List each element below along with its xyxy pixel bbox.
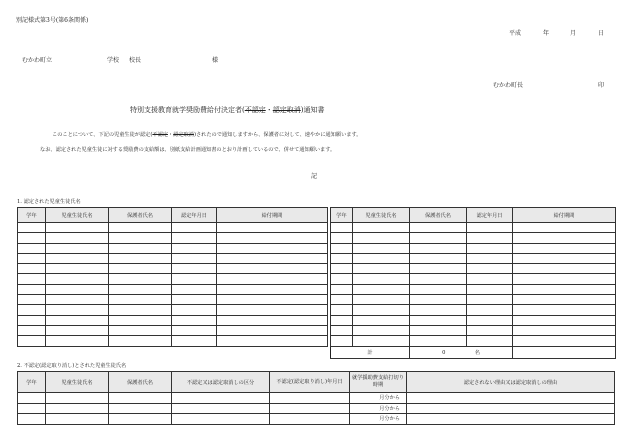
table-cell: [46, 403, 109, 414]
table-cell: [46, 305, 109, 315]
header-benefit-period: 給付期間: [513, 208, 616, 223]
table-cell: [353, 223, 410, 233]
body-line-2: なお、認定された児童生徒に対する奨励費の支給額は、別紙支給計画通知書のとおり計画しているので、併せて通知願います。: [40, 147, 336, 153]
table-cell: [467, 284, 513, 294]
table-cell: [353, 253, 410, 263]
table-cell: [410, 233, 467, 243]
table-row: [331, 315, 616, 325]
table-cell: [217, 264, 328, 274]
title-struck-1: 不認定: [244, 106, 266, 114]
table-cell: [18, 295, 46, 305]
addressee-school: 学校: [107, 57, 120, 64]
table-cell: [513, 336, 616, 346]
table-cell: [217, 284, 328, 294]
table-cell: [410, 243, 467, 253]
section-1-table-right: [330, 207, 616, 359]
table-cell: [353, 315, 410, 325]
table-cell: [109, 393, 172, 404]
body-line-1-b: )されたので通知しますから、保護者に対して、速やかに通知願います。: [193, 132, 362, 138]
header-approval-date: 認定年月日: [467, 208, 513, 223]
table-cell: [513, 284, 616, 294]
title-after: )通知書: [300, 106, 325, 114]
table-cell: [18, 393, 46, 404]
table-row: [18, 253, 328, 263]
table-cell: [172, 243, 217, 253]
table-cell: [513, 295, 616, 305]
table-row: [331, 305, 616, 315]
table-cell: [46, 243, 109, 253]
table-cell: [46, 253, 109, 263]
table-row: [331, 264, 616, 274]
date-era: 平成: [509, 30, 522, 37]
table-cell: [109, 315, 172, 325]
date-day: 日: [598, 30, 605, 37]
table-cell: [172, 233, 217, 243]
addressee-honorific: 様: [212, 57, 219, 64]
table-row: [18, 284, 328, 294]
section-1-table-left: [17, 207, 328, 347]
table-cell: [109, 274, 172, 284]
table-cell: [109, 295, 172, 305]
header-guardian-name: 保護者氏名: [109, 208, 172, 223]
table-cell: [18, 414, 46, 425]
table-cell: [18, 264, 46, 274]
table-cell: [410, 274, 467, 284]
table-row: [18, 295, 328, 305]
table-cell: [217, 253, 328, 263]
table-cell: [172, 325, 217, 335]
table-cell: [172, 264, 217, 274]
table-cell: [467, 295, 513, 305]
table-cell: [46, 414, 109, 425]
addressee-town: むかわ町立: [22, 57, 53, 64]
section-1-heading: 1. 認定された児童生徒氏名: [17, 199, 81, 205]
table-cell: [46, 315, 109, 325]
table-cell: [109, 253, 172, 263]
table-cell: [172, 414, 270, 425]
table-cell: [331, 295, 353, 305]
table-cell: [410, 325, 467, 335]
table-cell: [513, 305, 616, 315]
table-cell: [46, 264, 109, 274]
table-cell: [109, 223, 172, 233]
table-cell: [172, 284, 217, 294]
table-row: [18, 264, 328, 274]
table-cell: [109, 305, 172, 315]
table-row: [331, 253, 616, 263]
table-row: [331, 336, 616, 346]
addressee-principal: 校長: [129, 57, 142, 64]
body-line-1-a: このことについて、下記の児童生徒が認定(: [52, 132, 153, 138]
table-cell: [331, 315, 353, 325]
sender-seal: 印: [598, 82, 605, 89]
header-guardian-name: 保護者氏名: [109, 372, 172, 393]
document-title: [130, 105, 324, 115]
table-cell: [46, 325, 109, 335]
header-approval-date: 認定年月日: [172, 208, 217, 223]
table-row: [331, 325, 616, 335]
table-cell: [331, 274, 353, 284]
table-row: [18, 315, 328, 325]
body-line-1-dot: ・: [167, 132, 174, 138]
table-cell: [46, 295, 109, 305]
table-row: [331, 274, 616, 284]
table-cell: [18, 403, 46, 414]
table-cell: [331, 243, 353, 253]
table-cell: [217, 295, 328, 305]
header-student-name: 児童生徒氏名: [46, 208, 109, 223]
table-cell: [18, 325, 46, 335]
date-year: 年: [543, 30, 550, 37]
table-cell: [18, 305, 46, 315]
table-cell: [353, 274, 410, 284]
table-cell: [270, 414, 350, 425]
table-cell: [467, 243, 513, 253]
table-row: [18, 223, 328, 233]
body-line-1-struck-1: 不認定: [152, 132, 168, 138]
table-cell: [467, 233, 513, 243]
table-cell: [407, 403, 615, 414]
table-cell: [353, 295, 410, 305]
table-cell: [353, 325, 410, 335]
table-cell: [217, 325, 328, 335]
table-cell: [353, 233, 410, 243]
table-cell: [217, 233, 328, 243]
table-cell: [109, 284, 172, 294]
table-cell: [217, 274, 328, 284]
table-row: [331, 295, 616, 305]
title-before: 特別支援教育就学奨励費給付決定者(: [130, 106, 245, 114]
table-cell: [331, 253, 353, 263]
table-row: [18, 243, 328, 253]
table-cell: [331, 284, 353, 294]
table-cell: [172, 274, 217, 284]
header-grade: 学年: [18, 208, 46, 223]
table-cell: [109, 264, 172, 274]
header-benefit-period: 給付期間: [217, 208, 328, 223]
table-cell: [467, 305, 513, 315]
table-cell: [513, 274, 616, 284]
body-line-1-struck-2: 認定取消: [173, 132, 194, 138]
table-cell: [109, 414, 172, 425]
header-student-name: 児童生徒氏名: [353, 208, 410, 223]
table-cell: [109, 233, 172, 243]
table-cell: [353, 243, 410, 253]
table-cell: [513, 315, 616, 325]
total-blank: [513, 346, 616, 358]
table-cell: [407, 414, 615, 425]
header-student-name: 児童生徒氏名: [46, 372, 109, 393]
form-id: 別記様式第3号(第6条関係): [16, 17, 89, 24]
table-cell: [467, 315, 513, 325]
total-unit: 名: [474, 349, 480, 356]
table-cell: [410, 336, 467, 346]
header-termination-timing: 就学援助費支給打切り時期: [350, 372, 407, 393]
table-cell: [109, 403, 172, 414]
table-cell: [46, 223, 109, 233]
table-cell: [513, 325, 616, 335]
table-cell: [172, 253, 217, 263]
table-cell: [331, 325, 353, 335]
table-cell: [353, 284, 410, 294]
total-row: [331, 346, 616, 358]
month-from-cell: 月分から: [350, 393, 407, 404]
table-row: [331, 243, 616, 253]
total-label: 計: [331, 346, 410, 358]
table-cell: [513, 264, 616, 274]
table-cell: [513, 233, 616, 243]
section-2-table: [17, 371, 615, 425]
header-revocation-date: 不認定(認定取り消し)年月日: [270, 372, 350, 393]
header-grade: 学年: [18, 372, 46, 393]
table-cell: [410, 253, 467, 263]
table-cell: [18, 315, 46, 325]
table-cell: [217, 315, 328, 325]
table-cell: [331, 264, 353, 274]
header-classification: 不認定又は認定取消しの区分: [172, 372, 270, 393]
table-cell: [410, 264, 467, 274]
table-cell: [46, 336, 109, 346]
table-cell: [270, 393, 350, 404]
table-cell: [46, 274, 109, 284]
month-from-cell: 月分から: [350, 414, 407, 425]
table-cell: [410, 295, 467, 305]
table-cell: [217, 223, 328, 233]
table-cell: [46, 233, 109, 243]
table-row: [331, 233, 616, 243]
table-cell: [172, 336, 217, 346]
table-cell: [18, 336, 46, 346]
table-cell: [46, 284, 109, 294]
section-2-heading: 2. 不認定(認定取り消し)とされた児童生徒氏名: [17, 363, 127, 369]
table-cell: [172, 393, 270, 404]
table-cell: [467, 336, 513, 346]
table-row: [18, 336, 328, 346]
table-cell: [407, 393, 615, 404]
title-dot: ・: [265, 106, 273, 114]
table-row: [18, 233, 328, 243]
table-cell: [331, 305, 353, 315]
table-cell: [467, 274, 513, 284]
table-row: [18, 403, 615, 414]
table-cell: [410, 305, 467, 315]
total-count: 0: [442, 349, 446, 356]
table-cell: [467, 223, 513, 233]
header-reason: 認定されない理由又は認定取消しの理由: [407, 372, 615, 393]
table-cell: [270, 403, 350, 414]
table-cell: [109, 243, 172, 253]
table-cell: [410, 223, 467, 233]
table-cell: [513, 243, 616, 253]
table-row: [18, 414, 615, 425]
table-cell: [172, 305, 217, 315]
date-month: 月: [570, 30, 577, 37]
table-cell: [18, 243, 46, 253]
table-cell: [217, 336, 328, 346]
table-row: [18, 305, 328, 315]
table-cell: [109, 325, 172, 335]
table-cell: [353, 305, 410, 315]
table-cell: [109, 336, 172, 346]
table-cell: [172, 295, 217, 305]
table-cell: [513, 223, 616, 233]
total-count-cell: [410, 346, 513, 358]
table-cell: [217, 243, 328, 253]
table-cell: [331, 223, 353, 233]
title-struck-2: 認定取消: [272, 106, 301, 114]
table-row: [18, 325, 328, 335]
table-cell: [410, 284, 467, 294]
table-cell: [353, 336, 410, 346]
table-cell: [467, 253, 513, 263]
table-cell: [353, 264, 410, 274]
table-cell: [410, 315, 467, 325]
table-cell: [18, 233, 46, 243]
table-cell: [18, 274, 46, 284]
table-row: [331, 223, 616, 233]
table-cell: [331, 336, 353, 346]
sender-title: むかわ町長: [493, 82, 524, 89]
header-guardian-name: 保護者氏名: [410, 208, 467, 223]
table-cell: [513, 253, 616, 263]
table-cell: [172, 315, 217, 325]
table-cell: [217, 305, 328, 315]
table-cell: [18, 284, 46, 294]
table-cell: [467, 325, 513, 335]
table-row: [18, 393, 615, 404]
table-cell: [172, 223, 217, 233]
table-cell: [172, 403, 270, 414]
table-cell: [18, 253, 46, 263]
ki-marker: 記: [311, 173, 318, 180]
table-row: [18, 274, 328, 284]
month-from-cell: 月分から: [350, 403, 407, 414]
table-cell: [331, 233, 353, 243]
table-cell: [467, 264, 513, 274]
table-cell: [46, 393, 109, 404]
table-row: [331, 284, 616, 294]
header-grade: 学年: [331, 208, 353, 223]
table-cell: [18, 223, 46, 233]
body-line-1: [52, 131, 361, 138]
